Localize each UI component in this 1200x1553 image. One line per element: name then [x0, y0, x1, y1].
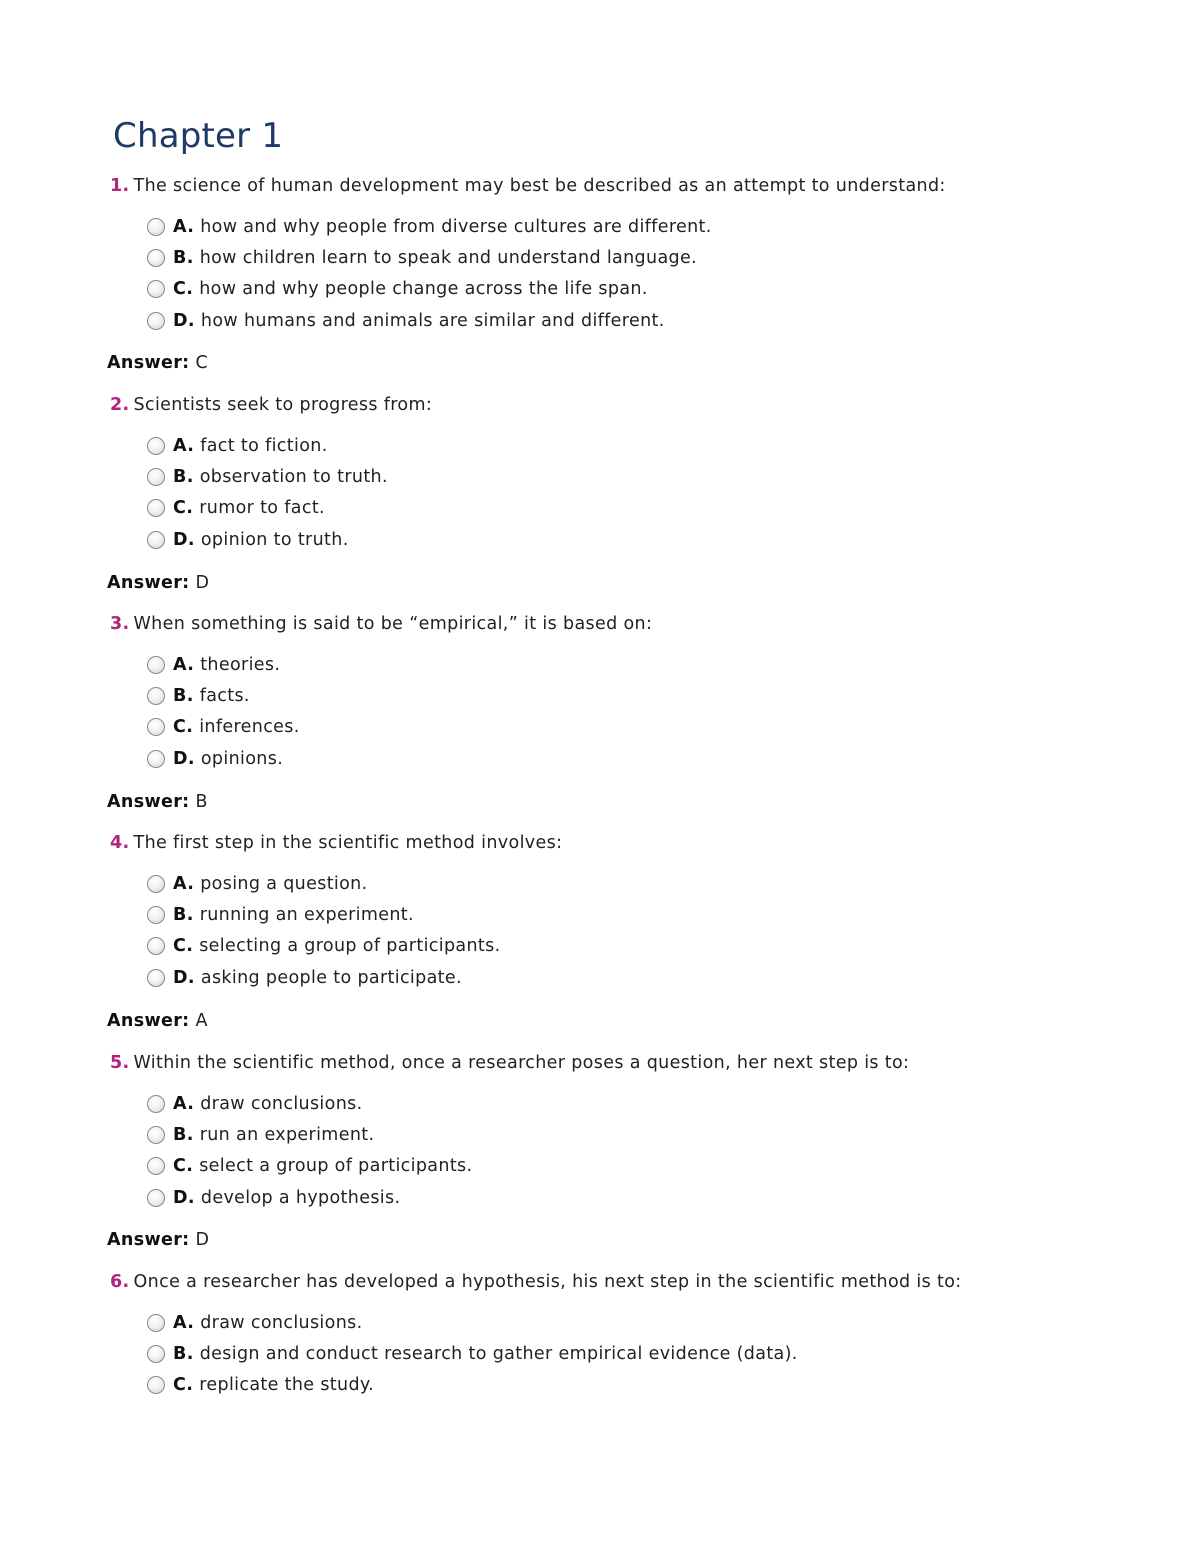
option-c[interactable] — [147, 274, 1170, 305]
question-stem — [110, 393, 1170, 417]
question-stem — [110, 1051, 1170, 1075]
option-c[interactable] — [147, 931, 1170, 962]
answer-value: C — [195, 353, 209, 373]
question-text: Scientists seek to progress from: — [133, 395, 433, 415]
option-text: run an experiment. — [199, 1124, 375, 1145]
option-b[interactable] — [147, 680, 1170, 711]
option-letter: D. — [173, 967, 195, 988]
option-letter: C. — [173, 279, 194, 300]
radio-button-icon[interactable] — [147, 531, 165, 549]
option-c[interactable] — [147, 493, 1170, 524]
answer-label: Answer: — [107, 1011, 190, 1031]
option-letter: D. — [173, 1187, 195, 1208]
option-text: opinion to truth. — [200, 529, 349, 550]
radio-button-icon[interactable] — [147, 1314, 165, 1332]
radio-button-icon[interactable] — [147, 656, 165, 674]
option-text: draw conclusions. — [200, 1093, 363, 1114]
option-a[interactable] — [147, 430, 1170, 461]
option-text: inferences. — [199, 717, 300, 738]
option-a[interactable] — [147, 1088, 1170, 1119]
option-text: select a group of participants. — [199, 1156, 473, 1177]
answer-label: Answer: — [107, 792, 190, 812]
radio-button-icon[interactable] — [147, 499, 165, 517]
option-a[interactable] — [147, 211, 1170, 242]
option-list — [147, 868, 1170, 993]
option-letter: C. — [173, 1156, 194, 1177]
radio-button-icon[interactable] — [147, 280, 165, 298]
answer-label: Answer: — [107, 1230, 190, 1250]
option-letter: A. — [173, 1312, 195, 1333]
option-a[interactable] — [147, 868, 1170, 899]
question-stem — [110, 1270, 1170, 1294]
option-b[interactable] — [147, 242, 1170, 273]
option-c[interactable] — [147, 1370, 1170, 1401]
option-text: facts. — [199, 685, 250, 706]
question-stem — [110, 612, 1170, 636]
radio-button-icon[interactable] — [147, 687, 165, 705]
question-3 — [110, 612, 1170, 774]
option-text: how children learn to speak and understand language. — [199, 247, 698, 268]
option-letter: B. — [173, 466, 194, 487]
option-list — [147, 1088, 1170, 1213]
option-text: develop a hypothesis. — [200, 1187, 401, 1208]
question-number: 2. — [110, 395, 130, 415]
option-letter: A. — [173, 435, 195, 456]
question-6 — [110, 1270, 1170, 1401]
option-d[interactable] — [147, 524, 1170, 555]
option-b[interactable] — [147, 461, 1170, 492]
option-text: fact to fiction. — [200, 435, 328, 456]
radio-button-icon[interactable] — [147, 750, 165, 768]
radio-button-icon[interactable] — [147, 1157, 165, 1175]
option-letter: D. — [173, 529, 195, 550]
question-text: The science of human development may best be described as an attempt to understand: — [133, 176, 946, 196]
answer-2 — [107, 571, 209, 595]
radio-button-icon[interactable] — [147, 1345, 165, 1363]
question-number: 5. — [110, 1053, 130, 1073]
radio-button-icon[interactable] — [147, 875, 165, 893]
answer-5 — [107, 1228, 209, 1252]
option-letter: B. — [173, 247, 194, 268]
option-d[interactable] — [147, 305, 1170, 336]
radio-button-icon[interactable] — [147, 437, 165, 455]
option-text: how and why people from diverse cultures are different. — [200, 216, 712, 237]
option-text: how humans and animals are similar and different. — [200, 310, 665, 331]
option-b[interactable] — [147, 1119, 1170, 1150]
option-b[interactable] — [147, 1338, 1170, 1369]
radio-button-icon[interactable] — [147, 718, 165, 736]
question-text: Within the scientific method, once a researcher poses a question, her next step is to: — [133, 1053, 910, 1073]
option-text: selecting a group of participants. — [199, 936, 501, 957]
option-letter: D. — [173, 310, 195, 331]
question-number: 4. — [110, 833, 130, 853]
option-a[interactable] — [147, 649, 1170, 680]
radio-button-icon[interactable] — [147, 1376, 165, 1394]
question-text: Once a researcher has developed a hypothesis, his next step in the scientific method is to: — [133, 1272, 962, 1292]
option-text: posing a question. — [200, 873, 368, 894]
option-text: opinions. — [200, 748, 284, 769]
answer-3 — [107, 790, 208, 814]
answer-value: D — [195, 573, 210, 593]
option-letter: C. — [173, 717, 194, 738]
answer-label: Answer: — [107, 573, 190, 593]
option-list — [147, 649, 1170, 774]
question-2 — [110, 393, 1170, 555]
option-letter: B. — [173, 904, 194, 925]
option-d[interactable] — [147, 962, 1170, 993]
option-text: draw conclusions. — [200, 1312, 363, 1333]
question-stem — [110, 174, 1170, 198]
chapter-title: Chapter 1 — [113, 116, 284, 156]
question-1 — [110, 174, 1170, 336]
question-number: 3. — [110, 614, 130, 634]
radio-button-icon[interactable] — [147, 468, 165, 486]
radio-button-icon[interactable] — [147, 1095, 165, 1113]
option-letter: B. — [173, 1124, 194, 1145]
radio-button-icon[interactable] — [147, 969, 165, 987]
option-letter: C. — [173, 1375, 194, 1396]
option-list — [147, 430, 1170, 555]
question-4 — [110, 831, 1170, 993]
answer-label: Answer: — [107, 353, 190, 373]
question-text: The first step in the scientific method involves: — [133, 833, 563, 853]
option-letter: B. — [173, 1343, 194, 1364]
option-text: observation to truth. — [199, 466, 388, 487]
question-number: 1. — [110, 176, 130, 196]
option-list — [147, 1307, 1170, 1401]
option-letter: A. — [173, 873, 195, 894]
question-text: When something is said to be “empirical,” it is based on: — [133, 614, 653, 634]
radio-button-icon[interactable] — [147, 1189, 165, 1207]
option-b[interactable] — [147, 899, 1170, 930]
radio-button-icon[interactable] — [147, 937, 165, 955]
option-d[interactable] — [147, 743, 1170, 774]
option-letter: C. — [173, 498, 194, 519]
option-letter: C. — [173, 936, 194, 957]
answer-value: D — [195, 1230, 210, 1250]
option-text: how and why people change across the life span. — [199, 279, 648, 300]
option-text: rumor to fact. — [199, 498, 325, 519]
option-letter: A. — [173, 1093, 195, 1114]
option-letter: A. — [173, 216, 195, 237]
option-letter: B. — [173, 685, 194, 706]
radio-button-icon[interactable] — [147, 312, 165, 330]
option-c[interactable] — [147, 1151, 1170, 1182]
answer-value: B — [195, 792, 208, 812]
option-letter: A. — [173, 654, 195, 675]
option-c[interactable] — [147, 712, 1170, 743]
radio-button-icon[interactable] — [147, 1126, 165, 1144]
radio-button-icon[interactable] — [147, 218, 165, 236]
question-stem — [110, 831, 1170, 855]
answer-value: A — [195, 1011, 208, 1031]
option-a[interactable] — [147, 1307, 1170, 1338]
answer-4 — [107, 1009, 208, 1033]
option-list — [147, 211, 1170, 336]
option-text: running an experiment. — [199, 904, 414, 925]
option-text: asking people to participate. — [200, 967, 462, 988]
question-number: 6. — [110, 1272, 130, 1292]
answer-1 — [107, 351, 208, 375]
option-letter: D. — [173, 748, 195, 769]
radio-button-icon[interactable] — [147, 249, 165, 267]
option-text: replicate the study. — [199, 1375, 375, 1396]
option-text: theories. — [200, 654, 281, 675]
option-text: design and conduct research to gather empirical evidence (data). — [199, 1343, 798, 1364]
radio-button-icon[interactable] — [147, 906, 165, 924]
question-5 — [110, 1051, 1170, 1213]
option-d[interactable] — [147, 1182, 1170, 1213]
